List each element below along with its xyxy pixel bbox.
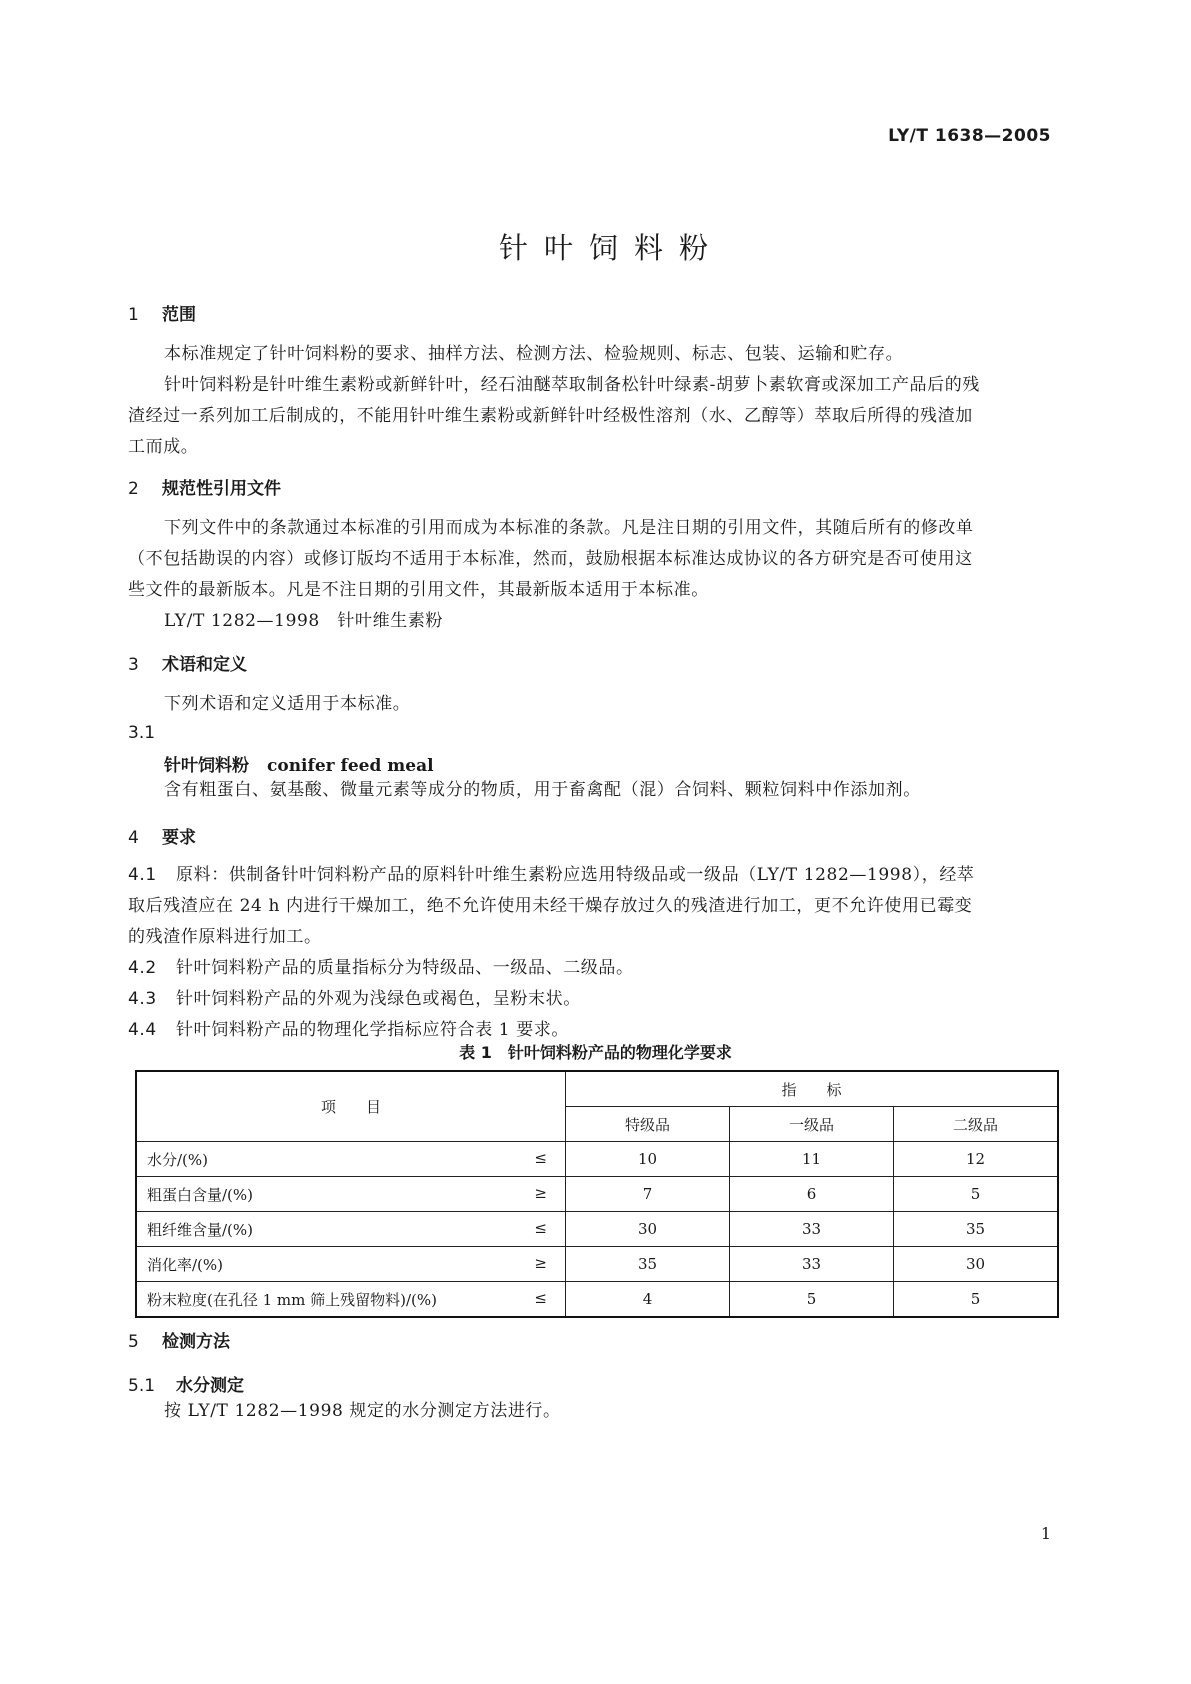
comparison-symbol: ≤ xyxy=(534,1219,547,1237)
term-english: conifer feed meal xyxy=(267,756,434,776)
requirement-4-2 xyxy=(128,953,634,978)
table-cell: 6 xyxy=(730,1177,894,1212)
section-2-body xyxy=(128,513,988,637)
column-header-item: 项 目 xyxy=(136,1071,566,1142)
subsection-number: 3.1 xyxy=(128,723,156,743)
column-header-indicators: 指 标 xyxy=(566,1071,1059,1107)
item-number: 4.1 xyxy=(128,865,157,885)
item-text: 针叶饲料粉产品的物理化学指标应符合表 1 要求。 xyxy=(176,1020,570,1040)
row-label xyxy=(136,1142,566,1177)
requirement-4-3 xyxy=(128,984,581,1009)
section-1-body xyxy=(128,339,988,463)
table-cell: 7 xyxy=(566,1177,730,1212)
section-title: 术语和定义 xyxy=(162,655,247,675)
section-1-heading xyxy=(128,300,196,325)
column-header-grade: 特级品 xyxy=(566,1107,730,1142)
normative-reference: LY/T 1282—1998 针叶维生素粉 xyxy=(164,611,444,631)
table-cell: 5 xyxy=(894,1177,1059,1212)
standard-code: LY/T 1638—2005 xyxy=(888,126,1051,146)
section-5-heading xyxy=(128,1327,230,1352)
subsection-number: 5.1 xyxy=(128,1376,156,1396)
section-title: 要求 xyxy=(162,828,196,848)
section-4-heading xyxy=(128,823,196,848)
section-number: 3 xyxy=(128,655,139,675)
table-cell: 33 xyxy=(730,1212,894,1247)
row-label xyxy=(136,1247,566,1282)
item-number: 4.3 xyxy=(128,989,157,1009)
item-number: 4.4 xyxy=(128,1020,157,1040)
section-number: 4 xyxy=(128,828,139,848)
section-title: 检测方法 xyxy=(162,1332,230,1352)
table-cell: 33 xyxy=(730,1247,894,1282)
item-text: 针叶饲料粉产品的外观为浅绿色或褐色，呈粉末状。 xyxy=(176,989,581,1009)
table-cell: 35 xyxy=(894,1212,1059,1247)
table-cell: 4 xyxy=(566,1282,730,1318)
requirements-table xyxy=(135,1070,1059,1318)
requirement-4-4 xyxy=(128,1015,569,1040)
column-header-grade: 一级品 xyxy=(730,1107,894,1142)
row-label-text: 粗蛋白含量/(%) xyxy=(147,1185,254,1204)
item-text: 针叶饲料粉产品的质量指标分为特级品、一级品、二级品。 xyxy=(176,958,634,978)
section-title: 规范性引用文件 xyxy=(162,479,281,499)
requirement-4-1 xyxy=(128,860,988,953)
row-label-text: 粗纤维含量/(%) xyxy=(147,1220,254,1239)
row-label-text: 水分/(%) xyxy=(147,1150,209,1169)
table-row xyxy=(136,1247,1058,1282)
page-number: 1 xyxy=(1040,1524,1051,1543)
column-header-grade: 二级品 xyxy=(894,1107,1059,1142)
paragraph: 含有粗蛋白、氨基酸、微量元素等成分的物质，用于畜禽配（混）合饲料、颗粒饲料中作添加剂。 xyxy=(164,780,921,800)
term-entry xyxy=(164,751,434,776)
row-label-text: 消化率/(%) xyxy=(147,1255,224,1274)
item-number: 4.2 xyxy=(128,958,157,978)
row-label-text: 粉末粒度(在孔径 1 mm 筛上残留物料)/(%) xyxy=(147,1290,438,1309)
table-cell: 35 xyxy=(566,1247,730,1282)
term-definition xyxy=(128,775,988,806)
table-row xyxy=(136,1282,1058,1318)
table-cell: 12 xyxy=(894,1142,1059,1177)
table-cell: 30 xyxy=(566,1212,730,1247)
table-row xyxy=(136,1177,1058,1212)
table-cell: 10 xyxy=(566,1142,730,1177)
section-3-intro xyxy=(128,689,988,720)
comparison-symbol: ≤ xyxy=(534,1289,547,1307)
item-text: 原料：供制备针叶饲料粉产品的原料针叶维生素粉应选用特级品或一级品（LY/T 1282—1998），经萃取后残渣应在 24 h 内进行干燥加工，绝不允许使用未经干燥存放过久的残渣进行加工，更不允许使用已霉变的残渣作原料进行加工。 xyxy=(128,865,975,947)
comparison-symbol: ≤ xyxy=(534,1149,547,1167)
paragraph: 下列文件中的条款通过本标准的引用而成为本标准的条款。凡是注日期的引用文件，其随后所有的修改单（不包括勘误的内容）或修订版均不适用于本标准，然而，鼓励根据本标准达成协议的各方研究是否可使用这些文件的最新版本。凡是不注日期的引用文件，其最新版本适用于本标准。 xyxy=(128,518,974,600)
section-2-heading xyxy=(128,474,281,499)
table-caption: 表 1 针叶饲料粉产品的物理化学要求 xyxy=(459,1043,732,1062)
table-row xyxy=(136,1142,1058,1177)
paragraph: 本标准规定了针叶饲料粉的要求、抽样方法、检测方法、检验规则、标志、包装、运输和贮存。 xyxy=(164,344,904,364)
section-number: 5 xyxy=(128,1332,139,1352)
section-number: 2 xyxy=(128,479,139,499)
comparison-symbol: ≥ xyxy=(534,1254,547,1272)
term-chinese: 针叶饲料粉 xyxy=(164,756,249,776)
section-title: 范围 xyxy=(162,305,196,325)
subsection-title: 水分测定 xyxy=(176,1376,244,1396)
section-3-heading xyxy=(128,650,247,675)
table-cell: 5 xyxy=(894,1282,1059,1318)
table-row xyxy=(136,1212,1058,1247)
row-label xyxy=(136,1177,566,1212)
table-cell: 30 xyxy=(894,1247,1059,1282)
subsection-5-1-heading xyxy=(128,1371,244,1396)
row-label xyxy=(136,1282,566,1318)
table-cell: 5 xyxy=(730,1282,894,1318)
row-label xyxy=(136,1212,566,1247)
paragraph: 针叶饲料粉是针叶维生素粉或新鲜针叶，经石油醚萃取制备松针叶绿素-胡萝卜素软膏或深加工产品后的残渣经过一系列加工后制成的，不能用针叶维生素粉或新鲜针叶经极性溶剂（水、乙醇等）萃取后所得的残渣加工而成。 xyxy=(128,375,980,457)
section-number: 1 xyxy=(128,305,139,325)
paragraph: 下列术语和定义适用于本标准。 xyxy=(164,694,411,714)
comparison-symbol: ≥ xyxy=(534,1184,547,1202)
document-title: 针叶饲料粉 xyxy=(498,231,724,265)
paragraph: 按 LY/T 1282—1998 规定的水分测定方法进行。 xyxy=(164,1401,561,1421)
table-cell: 11 xyxy=(730,1142,894,1177)
section-5-1-body xyxy=(128,1396,988,1427)
